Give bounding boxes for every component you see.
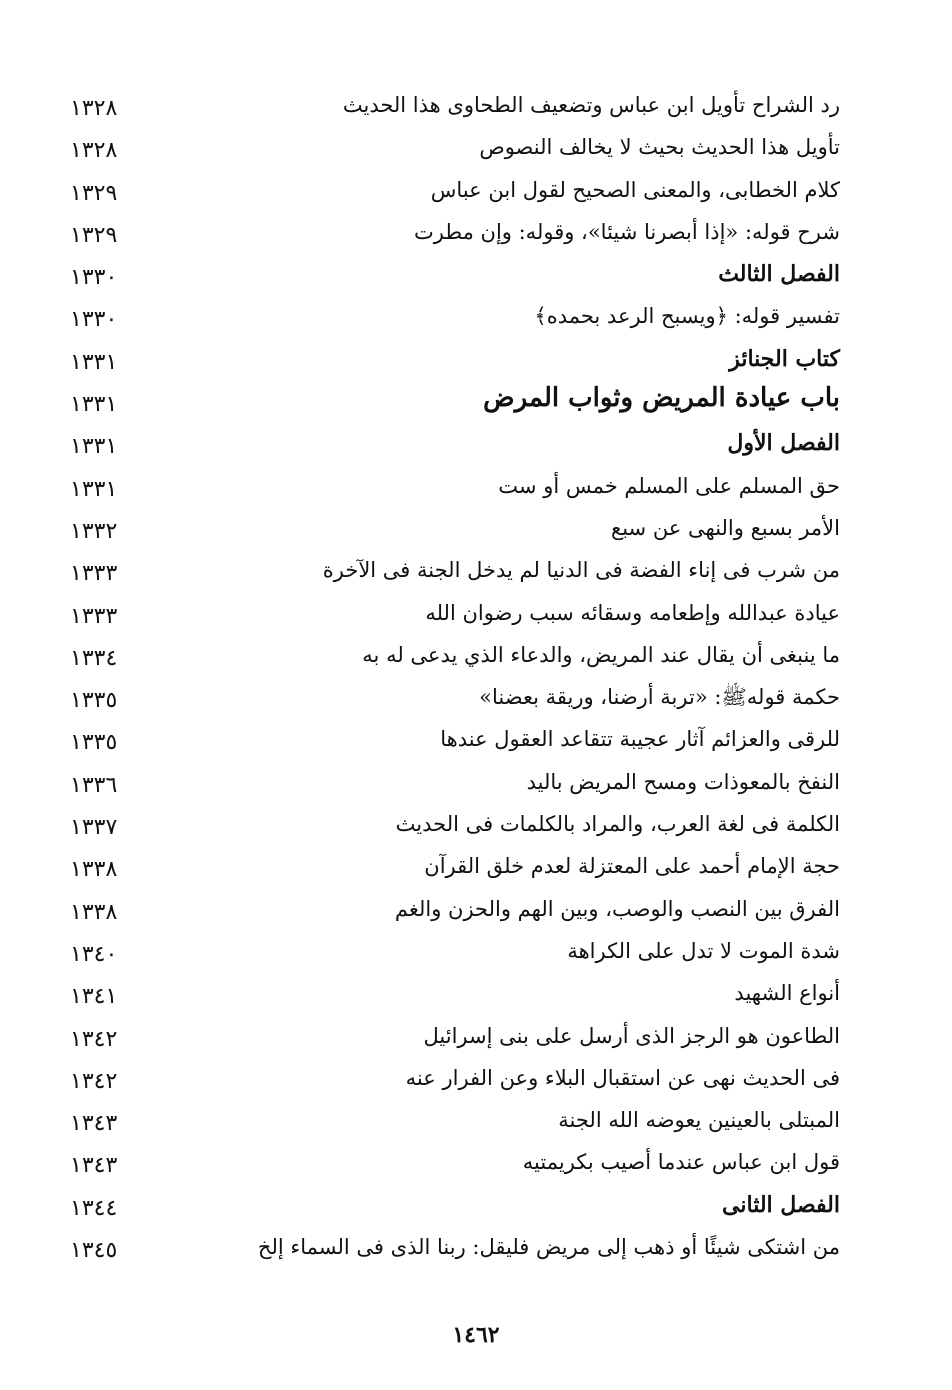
toc-entry-title: للرقى والعزائم آثار عجيبة تتقاعد العقول عندها xyxy=(440,727,840,752)
toc-entry-page-number: ١٣٣٣ xyxy=(70,561,118,587)
toc-entry-page-number: ١٣٤١ xyxy=(70,984,118,1010)
toc-entry-title: قول ابن عباس عندما أصيب بكريمتيه xyxy=(522,1150,840,1175)
toc-entry xyxy=(40,86,840,128)
toc-entry-page-number: ١٣٣٨ xyxy=(70,857,118,883)
toc-entry-page-number: ١٣٤٣ xyxy=(70,1111,118,1137)
toc-entry-title: الأمر بسبع والنهى عن سبع xyxy=(611,515,840,540)
toc-entry-page-number: ١٣٤٥ xyxy=(70,1238,118,1264)
toc-entry xyxy=(40,974,840,1016)
toc-entry-page-number: ١٣٤٢ xyxy=(70,1068,118,1094)
toc-entry-title: تأويل هذا الحديث بحيث لا يخالف النصوص xyxy=(479,135,840,160)
toc-entry-title: فى الحديث نهى عن استقبال البلاء وعن الفرار عنه xyxy=(405,1065,840,1090)
toc-entry-title: النفخ بالمعوذات ومسح المريض باليد xyxy=(526,769,840,794)
toc-entry-title: من شرب فى إناء الفضة فى الدنيا لم يدخل الجنة فى الآخرة xyxy=(322,558,840,583)
toc-entry-title: أنواع الشهيد xyxy=(734,981,840,1006)
toc-entry-page-number: ١٣٤٣ xyxy=(70,1153,118,1179)
toc-entry-page-number: ١٣٢٨ xyxy=(70,138,118,164)
toc-entry-title: حق المسلم على المسلم خمس أو ست xyxy=(498,473,840,498)
toc-entry xyxy=(40,678,840,720)
toc-entry-page-number: ١٣٣٠ xyxy=(70,265,118,291)
toc-entry-page-number: ١٣٤٢ xyxy=(70,1026,118,1052)
toc-entry-title: حجة الإمام أحمد على المعتزلة لعدم خلق القرآن xyxy=(424,854,840,879)
toc-entry-title: رد الشراح تأويل ابن عباس وتضعيف الطحاوى هذا الحديث xyxy=(342,93,840,117)
toc-entry xyxy=(40,297,840,339)
toc-entry-title: المبتلى بالعينين يعوضه الله الجنة xyxy=(558,1108,840,1133)
toc-entry xyxy=(40,763,840,805)
toc-entry-page-number: ١٣٢٩ xyxy=(70,222,118,248)
toc-entry xyxy=(40,509,840,551)
toc-entry xyxy=(40,890,840,932)
toc-entry-page-number: ١٣٣١ xyxy=(70,476,118,502)
toc-entry-title: الفصل الثالث xyxy=(718,261,840,288)
toc-entry-page-number: ١٣٣٤ xyxy=(70,645,118,671)
toc-entry xyxy=(40,1143,840,1185)
toc-entry xyxy=(40,255,840,297)
toc-entry-page-number: ١٣٢٨ xyxy=(70,96,118,121)
toc-entry-page-number: ١٣٣٠ xyxy=(70,307,118,333)
toc-entry xyxy=(40,1017,840,1059)
toc-entry-page-number: ١٣٢٩ xyxy=(70,180,118,206)
toc-entry-title: باب عيادة المريض وثواب المرض xyxy=(483,383,840,414)
toc-entry xyxy=(40,847,840,889)
toc-entry-title: كتاب الجنائز xyxy=(729,345,840,372)
toc-entry-page-number: ١٣٣٧ xyxy=(70,815,118,841)
toc-entry xyxy=(40,424,840,466)
toc-entry-title: الفصل الأول xyxy=(727,430,840,457)
toc-entry-title: ما ينبغى أن يقال عند المريض، والدعاء الذي يدعى له به xyxy=(362,642,840,667)
toc-entry xyxy=(40,932,840,974)
toc-entry-page-number: ١٣٣١ xyxy=(70,434,118,460)
toc-entry-page-number: ١٣٤٠ xyxy=(70,941,118,967)
toc-entry-page-number: ١٣٣٥ xyxy=(70,730,118,756)
toc-entry-page-number: ١٣٣٣ xyxy=(70,603,118,629)
toc-entry xyxy=(40,1228,840,1270)
toc-entry xyxy=(40,551,840,593)
toc-entry-title: من اشتكى شيئًا أو ذهب إلى مريض فليقل: ربنا الذى فى السماء إلخ xyxy=(257,1235,840,1260)
toc-entry-title: حكمة قولهﷺ: «تربة أرضنا، وريقة بعضنا» xyxy=(479,685,840,710)
toc-entry-page-number: ١٣٣٢ xyxy=(70,518,118,544)
table-of-contents xyxy=(40,86,840,1270)
toc-entry-page-number: ١٣٣١ xyxy=(70,349,118,375)
toc-entry-title: الفصل الثانى xyxy=(722,1191,840,1218)
toc-entry-title: الكلمة فى لغة العرب، والمراد بالكلمات فى الحديث xyxy=(395,812,840,837)
toc-entry-title: كلام الخطابى، والمعنى الصحيح لقول ابن عباس xyxy=(430,177,840,202)
toc-entry xyxy=(40,467,840,509)
toc-entry xyxy=(40,1101,840,1143)
toc-entry xyxy=(40,171,840,213)
toc-entry xyxy=(40,1186,840,1228)
toc-entry xyxy=(40,1059,840,1101)
toc-entry-title: الفرق بين النصب والوصب، وبين الهم والحزن والغم xyxy=(394,896,840,921)
page-folio-number: ١٤٦٢ xyxy=(452,1322,500,1348)
toc-entry-title: عيادة عبدالله وإطعامه وسقائه سبب رضوان الله xyxy=(425,600,840,625)
toc-entry-page-number: ١٣٣٦ xyxy=(70,772,118,798)
toc-entry-title: شدة الموت لا تدل على الكراهة xyxy=(567,938,840,963)
toc-entry xyxy=(40,340,840,382)
toc-entry xyxy=(40,594,840,636)
toc-entry-page-number: ١٣٤٤ xyxy=(70,1195,118,1221)
toc-entry xyxy=(40,636,840,678)
toc-entry xyxy=(40,720,840,762)
toc-entry-page-number: ١٣٣١ xyxy=(70,392,118,418)
toc-entry xyxy=(40,213,840,255)
toc-entry xyxy=(40,805,840,847)
toc-entry-title: الطاعون هو الرجز الذى أرسل على بنى إسرائيل xyxy=(423,1023,840,1048)
toc-entry-page-number: ١٣٣٥ xyxy=(70,688,118,714)
toc-entry-title: تفسير قوله: ﴿ويسبح الرعد بحمده﴾ xyxy=(534,304,840,329)
toc-entry-title: شرح قوله: «إذا أبصرنا شيئا»، وقوله: وإن مطرت xyxy=(414,219,840,244)
toc-entry-page-number: ١٣٣٨ xyxy=(70,899,118,925)
toc-entry xyxy=(40,382,840,424)
toc-entry xyxy=(40,128,840,170)
